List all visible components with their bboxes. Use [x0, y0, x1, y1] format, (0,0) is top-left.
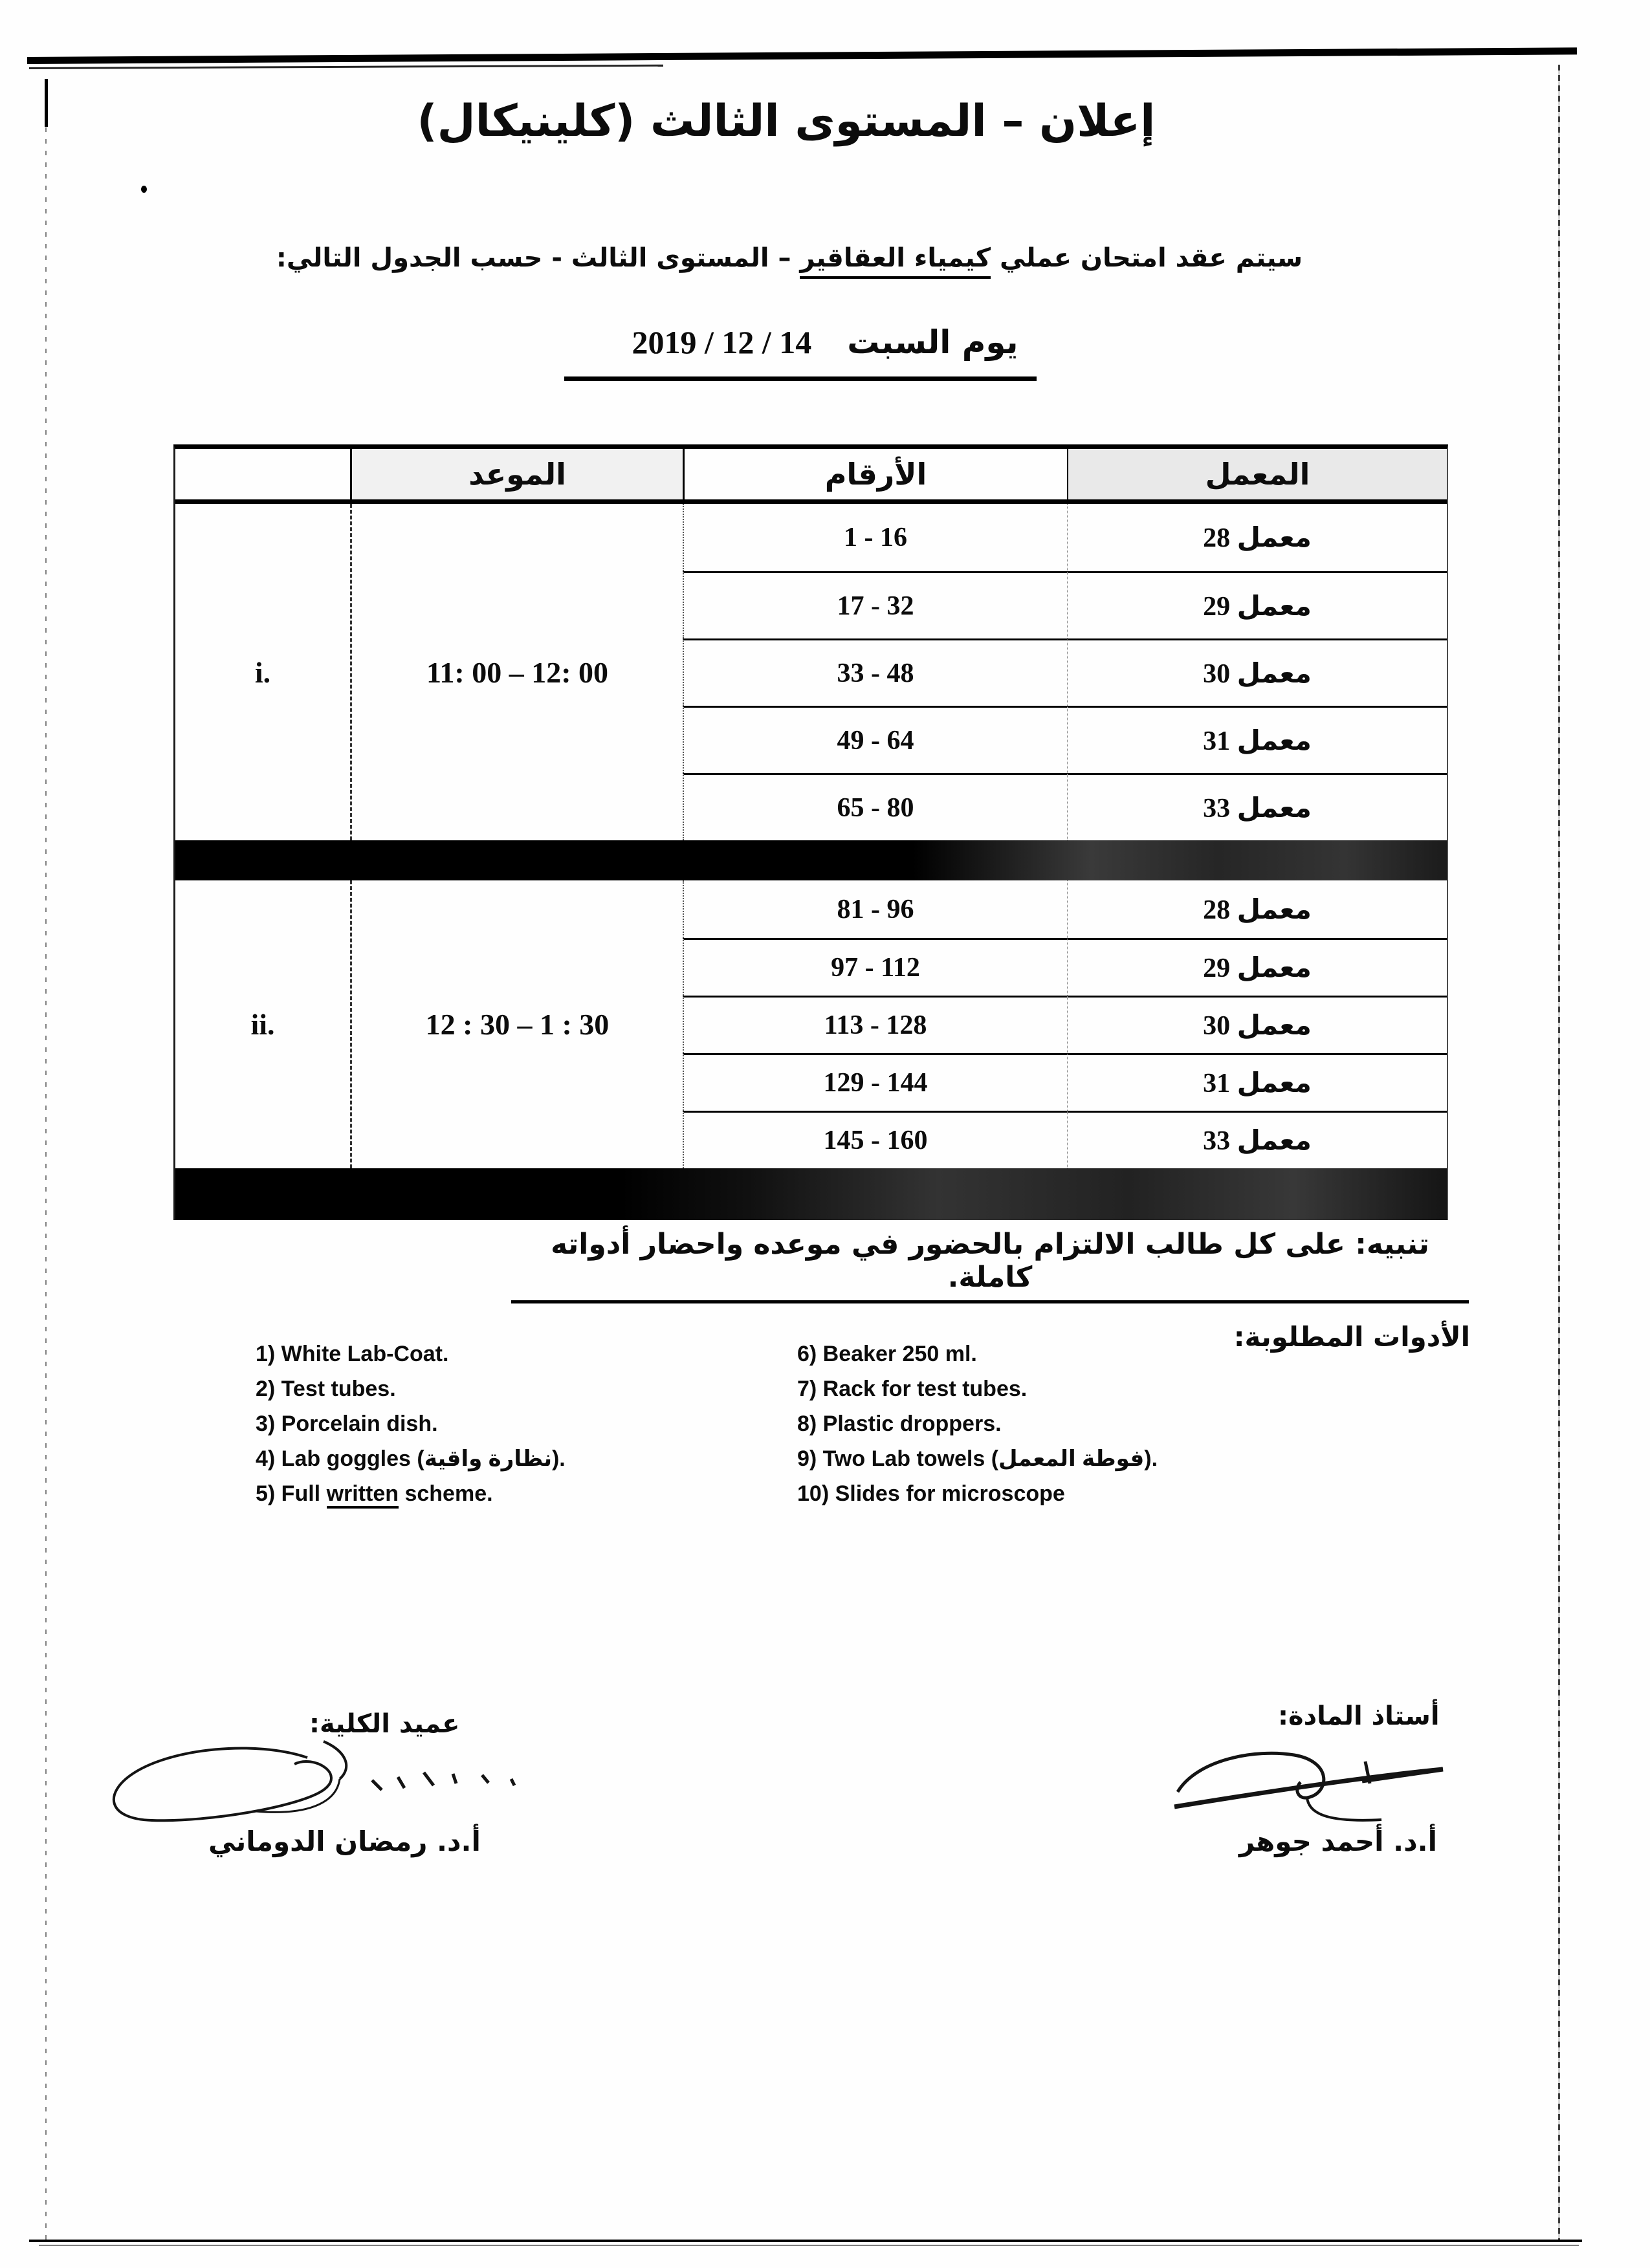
course-professor-name: أ.د. أحمد جوهر [1239, 1826, 1438, 1857]
left-border-line [45, 81, 47, 2241]
page-title: إعلان – المستوى الثالث (كلينيكال) [417, 96, 1156, 147]
tool-item: 8) Plastic droppers. [797, 1412, 1002, 1436]
header-cell-lab: المعمل [1067, 449, 1447, 504]
header-cell-session [175, 449, 350, 504]
range-cell: 33 - 48 [683, 638, 1067, 706]
exam-date-line [0, 323, 1650, 361]
subtitle-prefix: سيتم عقد امتحان عملي [991, 243, 1303, 273]
tool-item [256, 1476, 566, 1511]
range-cell: 65 - 80 [683, 773, 1067, 840]
tool-item5-prefix: 5) Full [256, 1481, 327, 1506]
header-cell-numbers: الأرقام [683, 449, 1067, 504]
range-cell: 113 - 128 [683, 996, 1067, 1053]
lab-cell: معمل 29 [1067, 571, 1447, 638]
top-border-line-secondary [29, 65, 663, 69]
subtitle-course-name: كيمياء العقاقير [800, 243, 991, 279]
tool-item: 2) Test tubes. [256, 1377, 396, 1401]
dean-signature-scribble [94, 1728, 553, 1838]
date-underline [564, 376, 1037, 381]
range-cell: 81 - 96 [683, 880, 1067, 938]
lab-cell: معمل 29 [1067, 938, 1447, 996]
stray-ink-dot [141, 186, 147, 193]
subtitle-suffix: – المستوى الثالث - حسب الجدول التالي: [276, 243, 800, 273]
range-cell: 49 - 64 [683, 706, 1067, 773]
table-separator-bar [175, 840, 1447, 880]
lab-cell: معمل 30 [1067, 638, 1447, 706]
professor-signature-scribble [1168, 1743, 1453, 1824]
tools-list-right [797, 1336, 1158, 1511]
lab-cell: معمل 31 [1067, 706, 1447, 773]
range-cell: 1 - 16 [683, 504, 1067, 571]
session-label-cell: ii. [250, 1008, 275, 1041]
tool-item: 6) Beaker 250 ml. [797, 1342, 977, 1366]
schedule-table [173, 444, 1448, 1220]
dean-name: أ.د. رمضان الدوماني [208, 1826, 481, 1857]
lab-cell: معمل 30 [1067, 996, 1447, 1053]
lab-cell: معمل 31 [1067, 1053, 1447, 1111]
lab-cell: معمل 28 [1067, 504, 1447, 571]
course-professor-label: أستاذ المادة: [1278, 1701, 1440, 1731]
tool-item5-suffix: scheme. [399, 1481, 493, 1506]
tool-item: 7) Rack for test tubes. [797, 1377, 1028, 1401]
exam-date-day: يوم السبت [847, 323, 1018, 361]
notice-text: تنبيه: على كل طالب الالتزام بالحضور في موعده واحضار أدواته كاملة. [511, 1228, 1469, 1303]
lab-cell: معمل 33 [1067, 1111, 1447, 1168]
range-cell: 129 - 144 [683, 1053, 1067, 1111]
time-cell: 12 : 30 – 1 : 30 [350, 880, 683, 1168]
time-cell: 11: 00 – 12: 00 [350, 504, 683, 840]
tool-item: 9) Two Lab towels (فوطة المعمل). [797, 1446, 1158, 1471]
tool-item: 4) Lab goggles (نظارة واقية). [256, 1446, 566, 1471]
lab-cell: معمل 28 [1067, 880, 1447, 938]
tool-item: 1) White Lab-Coat. [256, 1342, 449, 1366]
tool-item: 10) Slides for microscope [797, 1481, 1065, 1506]
right-border-line [1558, 65, 1560, 2241]
header-cell-time: الموعد [350, 449, 683, 504]
dean-label: عميد الكلية: [309, 1709, 460, 1739]
range-cell: 17 - 32 [683, 571, 1067, 638]
bottom-border-line-secondary [39, 2245, 1579, 2246]
notice-line [511, 1228, 1469, 1303]
table-separator-bar [175, 1168, 1447, 1220]
tools-list-left [256, 1336, 566, 1511]
range-cell: 145 - 160 [683, 1111, 1067, 1168]
tool-item5-underlined-word: written [327, 1481, 399, 1509]
bottom-border-line [29, 2240, 1582, 2242]
session-label-cell: i. [254, 655, 271, 689]
exam-date-value: 14 / 12 / 2019 [632, 324, 812, 360]
lab-cell: معمل 33 [1067, 773, 1447, 840]
range-cell: 97 - 112 [683, 938, 1067, 996]
tool-item: 3) Porcelain dish. [256, 1412, 438, 1436]
top-border-line [27, 47, 1577, 64]
subtitle [0, 243, 1614, 273]
tools-heading: الأدوات المطلوبة: [1233, 1321, 1470, 1353]
